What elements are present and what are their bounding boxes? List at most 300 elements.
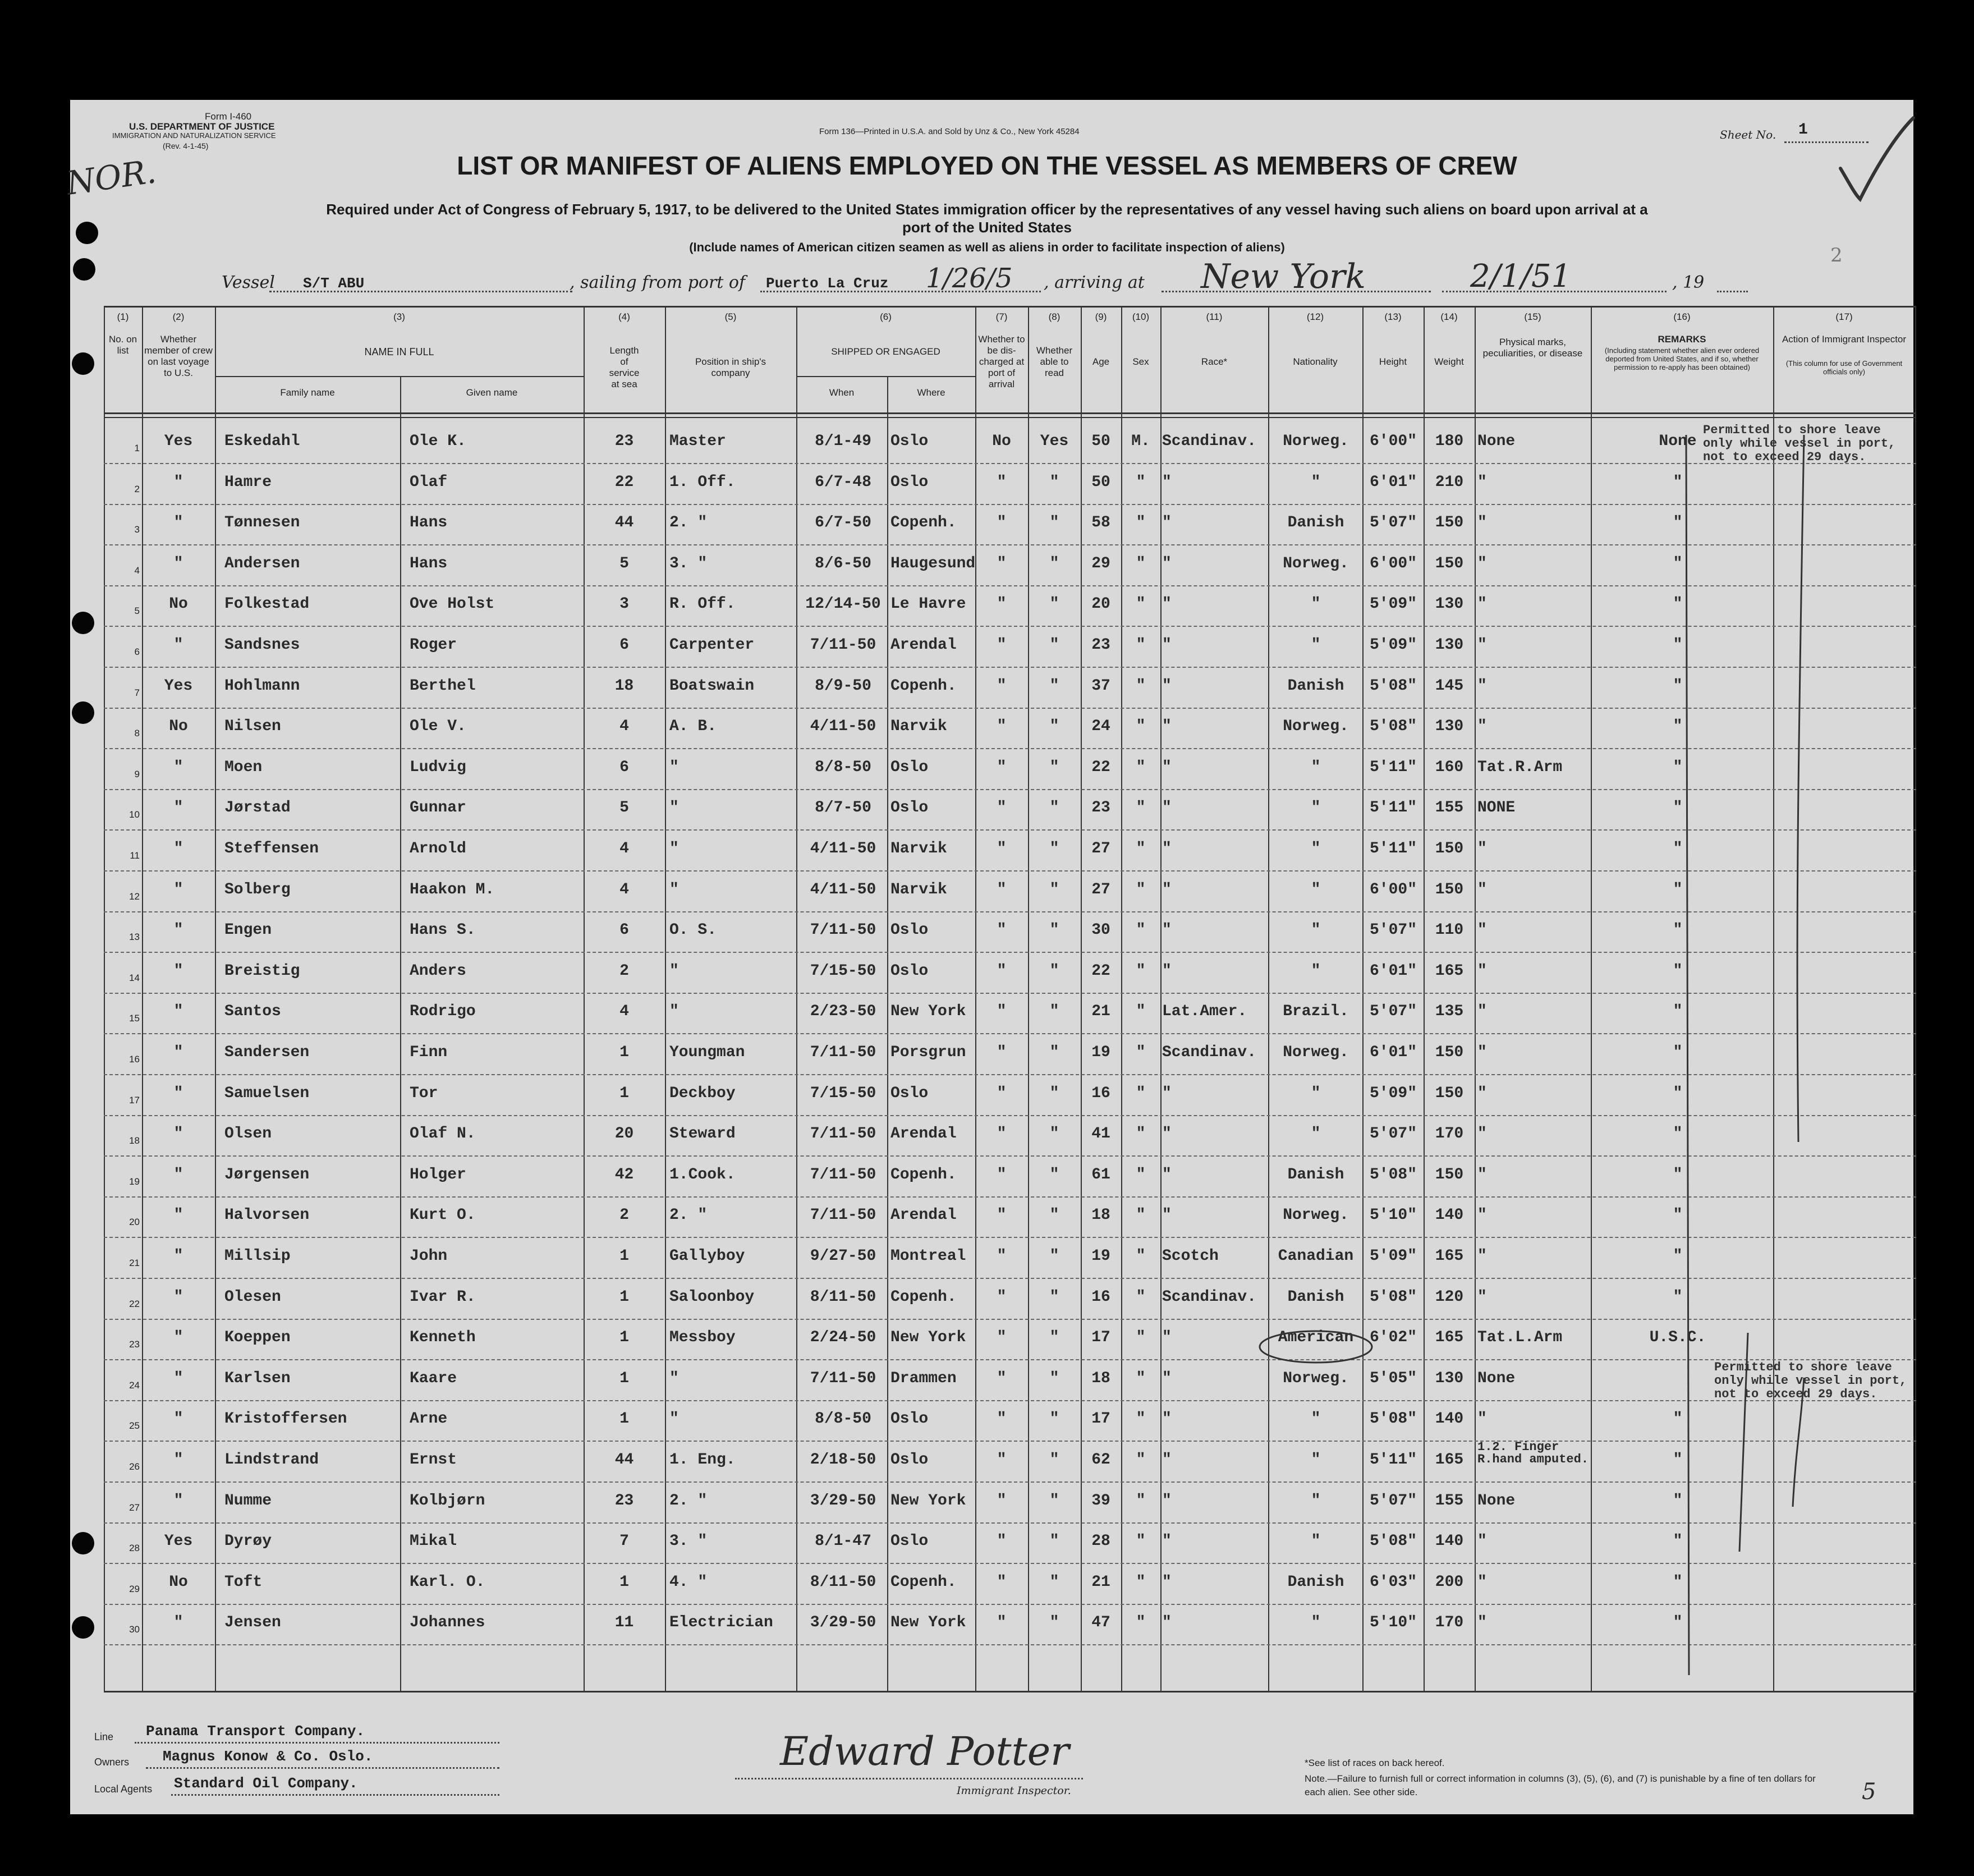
- row-number: 29: [129, 1584, 140, 1594]
- cell-given: Gunnar: [410, 799, 466, 817]
- cell-position: ": [669, 1370, 679, 1387]
- manifest-title: LIST OR MANIFEST OF ALIENS EMPLOYED ON THE VESSEL AS MEMBERS OF CREW: [457, 151, 1517, 180]
- cell-service: 6: [619, 636, 629, 654]
- cell-height: 5'08": [1369, 1288, 1417, 1306]
- cell-marks: None: [1477, 433, 1516, 450]
- cell-remarks: ": [1673, 1614, 1683, 1631]
- row-number: 7: [134, 687, 140, 698]
- cell-position: ": [669, 1003, 679, 1020]
- cell-nat: ": [1311, 962, 1321, 980]
- cell-remarks: ": [1673, 1410, 1683, 1428]
- cell-when: 6/7-50: [815, 514, 871, 531]
- cell-disch: ": [997, 799, 1007, 817]
- cell-position: Deckboy: [669, 1085, 736, 1102]
- row-number: 8: [134, 728, 140, 739]
- cell-race: ": [1162, 1574, 1172, 1591]
- cell-sex: ": [1136, 921, 1146, 939]
- cell-last: ": [173, 881, 183, 898]
- punch-hole: [72, 1532, 94, 1554]
- cell-read: ": [1049, 1288, 1059, 1306]
- col-9-number: (9): [1095, 311, 1107, 322]
- cell-service: 44: [614, 514, 634, 531]
- cell-where: Oslo: [890, 962, 929, 980]
- cell-position: Electrician: [669, 1614, 773, 1631]
- table-bottom-border: [104, 1691, 1916, 1692]
- cell-age: 28: [1091, 1533, 1110, 1550]
- cell-read: ": [1049, 881, 1059, 898]
- cell-when: 8/1-49: [815, 433, 871, 450]
- cell-position: ": [669, 962, 679, 980]
- cell-when: 7/11-50: [810, 1207, 876, 1224]
- cell-marks: ": [1477, 1207, 1487, 1224]
- cell-race: Scotch: [1162, 1247, 1219, 1265]
- arrival-date: 2/1/51: [1470, 258, 1572, 295]
- col-16-label: REMARKS: [1658, 334, 1706, 345]
- cell-family: Jørstad: [224, 799, 291, 817]
- cell-age: 18: [1091, 1207, 1110, 1224]
- cell-remarks: ": [1673, 1003, 1683, 1020]
- col-10-label: Sex: [1132, 356, 1149, 367]
- col-3-label: NAME IN FULL: [364, 346, 434, 357]
- row-number: 12: [129, 891, 140, 902]
- cell-service: 42: [614, 1166, 634, 1184]
- cell-read: ": [1049, 1166, 1059, 1184]
- row-number: 22: [129, 1299, 140, 1309]
- cell-when: 8/11-50: [810, 1288, 876, 1306]
- cell-where: Le Havre: [890, 595, 966, 613]
- cell-where: Copenh.: [890, 1288, 957, 1306]
- row-number: 25: [129, 1420, 140, 1431]
- cell-read: ": [1049, 1003, 1059, 1020]
- col-6-label: SHIPPED OR ENGAGED: [831, 346, 940, 357]
- cell-last: ": [173, 1085, 183, 1102]
- row-number: 4: [134, 565, 140, 576]
- corner-mark: 2: [1830, 244, 1843, 267]
- cell-read: ": [1049, 1614, 1059, 1631]
- cell-given: Karl. O.: [410, 1574, 485, 1591]
- punch-hole: [72, 352, 94, 375]
- signature-line: [735, 1778, 1083, 1779]
- cell-disch: ": [997, 1125, 1007, 1143]
- cell-disch: ": [997, 595, 1007, 613]
- cell-position: Saloonboy: [669, 1288, 755, 1306]
- cell-where: Arendal: [890, 1207, 957, 1224]
- row-number: 5: [134, 606, 140, 616]
- cell-weight: 130: [1435, 595, 1464, 613]
- cell-race: ": [1162, 759, 1172, 776]
- cell-when: 8/8-50: [815, 759, 871, 776]
- row-number: 10: [129, 809, 140, 820]
- cell-weight: 150: [1435, 881, 1464, 898]
- col-8-label: Whether able to read: [1036, 345, 1073, 378]
- cell-family: Santos: [224, 1003, 281, 1020]
- cell-weight: 150: [1435, 1044, 1464, 1061]
- cell-family: Andersen: [224, 555, 300, 572]
- cell-where: Oslo: [890, 1085, 929, 1102]
- cell-position: Youngman: [669, 1044, 745, 1061]
- row-number: 23: [129, 1339, 140, 1350]
- cell-nat: Danish: [1287, 1288, 1344, 1306]
- cell-disch: ": [997, 677, 1007, 695]
- col-10-number: (10): [1132, 311, 1150, 322]
- cell-weight: 210: [1435, 474, 1464, 491]
- row-number: 28: [129, 1543, 140, 1553]
- row-number: 19: [129, 1176, 140, 1187]
- cell-weight: 150: [1435, 1085, 1464, 1102]
- cell-marks: ": [1477, 1288, 1487, 1306]
- cell-sex: ": [1136, 1533, 1146, 1550]
- cell-position: 4. ": [669, 1574, 708, 1591]
- cell-when: 7/11-50: [810, 1125, 876, 1143]
- cell-age: 22: [1091, 962, 1110, 980]
- cell-race: ": [1162, 1533, 1172, 1550]
- printer-note: Form 136—Printed in U.S.A. and Sold by Unz & Co., New York 45284: [819, 127, 1080, 136]
- cell-where: Oslo: [890, 759, 929, 776]
- col-5-number: (5): [724, 311, 737, 322]
- cell-service: 11: [614, 1614, 634, 1631]
- cell-last: No: [169, 1574, 188, 1591]
- cell-given: Hans: [410, 555, 448, 572]
- cell-height: 5'11": [1369, 759, 1417, 776]
- cell-read: ": [1049, 595, 1059, 613]
- cell-weight: 140: [1435, 1410, 1464, 1428]
- cell-family: Eskedahl: [224, 433, 300, 450]
- punch-hole: [72, 701, 94, 724]
- cell-where: Copenh.: [890, 1574, 957, 1591]
- line-field-line: [135, 1742, 499, 1744]
- cell-sex: ": [1136, 1166, 1146, 1184]
- cell-race: ": [1162, 799, 1172, 817]
- cell-age: 27: [1091, 881, 1110, 898]
- cell-height: 5'11": [1369, 1451, 1417, 1469]
- cell-read: ": [1049, 1329, 1059, 1346]
- cell-nat: ": [1311, 1125, 1321, 1143]
- cell-family: Steffensen: [224, 840, 319, 857]
- cell-family: Nilsen: [224, 718, 281, 735]
- cell-read: ": [1049, 1125, 1059, 1143]
- vessel-name: S/T ABU: [303, 275, 365, 292]
- cell-remarks: ": [1673, 595, 1683, 613]
- sailing-label: , sailing from port of: [570, 273, 746, 292]
- cell-family: Jørgensen: [224, 1166, 310, 1184]
- col-16-number: (16): [1673, 311, 1691, 322]
- cell-remarks: ": [1673, 881, 1683, 898]
- cell-family: Jensen: [224, 1614, 281, 1631]
- cell-race: Scandinav.: [1162, 433, 1257, 450]
- year-line: [1717, 291, 1748, 292]
- cell-disch: ": [997, 1247, 1007, 1265]
- table-top-border: [104, 306, 1916, 308]
- cell-service: 4: [619, 1003, 629, 1020]
- cell-marks: ": [1477, 718, 1487, 735]
- cell-read: ": [1049, 1207, 1059, 1224]
- cell-when: 8/1-47: [815, 1533, 871, 1550]
- cell-where: New York: [890, 1492, 966, 1510]
- cell-last: Yes: [164, 1533, 193, 1550]
- col-7-number: (7): [995, 311, 1008, 322]
- agents-label: Local Agents: [94, 1783, 153, 1795]
- cell-family: Hohlmann: [224, 677, 300, 695]
- cell-where: Arendal: [890, 636, 957, 654]
- cell-where: Copenh.: [890, 1166, 957, 1184]
- cell-sex: ": [1136, 881, 1146, 898]
- cell-weight: 180: [1435, 433, 1464, 450]
- cell-where: Oslo: [890, 1533, 929, 1550]
- cell-remarks: ": [1673, 1044, 1683, 1061]
- form-revision: (Rev. 4-1-45): [163, 141, 209, 150]
- cell-read: ": [1049, 1247, 1059, 1265]
- cell-disch: ": [997, 921, 1007, 939]
- cell-family: Folkestad: [224, 595, 310, 613]
- cell-weight: 150: [1435, 514, 1464, 531]
- cell-service: 6: [619, 921, 629, 939]
- inspector-signature: Edward Potter: [780, 1728, 1069, 1774]
- col-13-label: Height: [1379, 356, 1407, 367]
- cell-sex: ": [1136, 555, 1146, 572]
- cell-family: Sandersen: [224, 1044, 310, 1061]
- cell-height: 5'07": [1369, 1125, 1417, 1143]
- cell-position: ": [669, 840, 679, 857]
- cell-where: New York: [890, 1003, 966, 1020]
- col-6-number: (6): [880, 311, 892, 322]
- cell-height: 5'09": [1369, 1085, 1417, 1102]
- cell-marks: ": [1477, 1166, 1487, 1184]
- cell-sex: ": [1136, 1370, 1146, 1387]
- cell-remarks: ": [1673, 921, 1683, 939]
- cell-position: A. B.: [669, 718, 717, 735]
- cell-family: Lindstrand: [224, 1451, 319, 1469]
- col-1-label: No. on list: [108, 334, 137, 356]
- cell-height: 5'10": [1369, 1614, 1417, 1631]
- cell-position: ": [669, 1410, 679, 1428]
- col-3-sub-family: Family name: [280, 387, 335, 398]
- cell-position: 1.Cook.: [669, 1166, 736, 1184]
- cell-sex: ": [1136, 718, 1146, 735]
- cell-position: 1. Eng.: [669, 1451, 736, 1469]
- cell-nat: ": [1311, 595, 1321, 613]
- cell-age: 50: [1091, 433, 1110, 450]
- cell-when: 8/6-50: [815, 555, 871, 572]
- cell-service: 18: [614, 677, 634, 695]
- cell-height: 6'03": [1369, 1574, 1417, 1591]
- cell-service: 23: [614, 433, 634, 450]
- cell-family: Olesen: [224, 1288, 281, 1306]
- cell-remarks: None: [1659, 433, 1697, 450]
- cell-read: ": [1049, 799, 1059, 817]
- cell-last: No: [169, 718, 188, 735]
- cell-given: Ole V.: [410, 718, 466, 735]
- cell-weight: 200: [1435, 1574, 1464, 1591]
- cell-disch: ": [997, 1614, 1007, 1631]
- subtitle-port: port of the United States: [902, 219, 1072, 236]
- cell-nat: ": [1311, 1410, 1321, 1428]
- cell-where: Arendal: [890, 1125, 957, 1143]
- owners-label: Owners: [94, 1756, 130, 1768]
- cell-where: Drammen: [890, 1370, 957, 1387]
- cell-weight: 165: [1435, 1247, 1464, 1265]
- cell-service: 1: [619, 1410, 629, 1428]
- col-3-number: (3): [393, 311, 405, 322]
- departure-port: Puerto La Cruz: [766, 275, 889, 292]
- cell-weight: 165: [1435, 962, 1464, 980]
- cell-height: 5'07": [1369, 514, 1417, 531]
- row-number: 24: [129, 1380, 140, 1391]
- cell-weight: 170: [1435, 1125, 1464, 1143]
- cell-sex: ": [1136, 1288, 1146, 1306]
- cell-disch: ": [997, 759, 1007, 776]
- cell-service: 1: [619, 1574, 629, 1591]
- arrival-port: New York: [1201, 257, 1366, 296]
- cell-service: 22: [614, 474, 634, 491]
- cell-given: Mikal: [410, 1533, 457, 1550]
- cell-last: ": [173, 636, 183, 654]
- cell-marks: Tat.L.Arm: [1477, 1329, 1563, 1346]
- shore-leave-annotation-2: Permitted to shore leave only while vessel in port, not to exceed 29 days.: [1714, 1360, 1907, 1401]
- cell-nat: Danish: [1287, 1166, 1344, 1184]
- cell-marks: None: [1477, 1370, 1516, 1387]
- row-number: 13: [129, 932, 140, 942]
- cell-last: ": [173, 799, 183, 817]
- cell-marks: ": [1477, 921, 1487, 939]
- cell-remarks: ": [1673, 1166, 1683, 1184]
- row-number: 30: [129, 1624, 140, 1635]
- cell-where: Narvik: [890, 718, 947, 735]
- cell-nat: ": [1311, 1492, 1321, 1510]
- row-number: 17: [129, 1095, 140, 1106]
- cell-marks: None: [1477, 1492, 1516, 1510]
- cell-height: 5'11": [1369, 840, 1417, 857]
- cell-weight: 130: [1435, 718, 1464, 735]
- cell-when: 7/11-50: [810, 1044, 876, 1061]
- cell-disch: ": [997, 962, 1007, 980]
- cell-family: Sandsnes: [224, 636, 300, 654]
- cell-given: Kurt O.: [410, 1207, 476, 1224]
- cell-given: Hans S.: [410, 921, 476, 939]
- col-11-label: Race*: [1201, 356, 1228, 367]
- cell-disch: ": [997, 1410, 1007, 1428]
- cell-disch: ": [997, 1574, 1007, 1591]
- cell-service: 1: [619, 1247, 629, 1265]
- cell-position: Gallyboy: [669, 1247, 745, 1265]
- cell-given: Ole K.: [410, 433, 466, 450]
- cell-race: ": [1162, 636, 1172, 654]
- cell-nat: ": [1311, 921, 1321, 939]
- cell-age: 30: [1091, 921, 1110, 939]
- cell-where: Oslo: [890, 1410, 929, 1428]
- cell-sex: ": [1136, 1574, 1146, 1591]
- cell-remarks: ": [1673, 1247, 1683, 1265]
- cell-race: ": [1162, 474, 1172, 491]
- cell-where: Copenh.: [890, 677, 957, 695]
- cell-marks: ": [1477, 595, 1487, 613]
- cell-position: O. S.: [669, 921, 717, 939]
- cell-given: Arne: [410, 1410, 448, 1428]
- cell-position: Steward: [669, 1125, 736, 1143]
- cell-position: ": [669, 799, 679, 817]
- cell-when: 4/11-50: [810, 840, 876, 857]
- cell-sex: ": [1136, 799, 1146, 817]
- punch-hole: [73, 258, 95, 281]
- cell-nat: ": [1311, 840, 1321, 857]
- cell-read: ": [1049, 1085, 1059, 1102]
- cell-sex: ": [1136, 1085, 1146, 1102]
- cell-sex: ": [1136, 474, 1146, 491]
- cell-disch: ": [997, 636, 1007, 654]
- cell-weight: 150: [1435, 840, 1464, 857]
- cell-remarks: U.S.C.: [1649, 1329, 1706, 1346]
- col-12-label: Nationality: [1293, 356, 1338, 367]
- cell-when: 7/11-50: [810, 1370, 876, 1387]
- col-11-number: (11): [1206, 311, 1223, 322]
- cell-sex: ": [1136, 1207, 1146, 1224]
- cell-disch: ": [997, 1044, 1007, 1061]
- cell-given: Kenneth: [410, 1329, 476, 1346]
- cell-where: Narvik: [890, 881, 947, 898]
- cell-last: ": [173, 840, 183, 857]
- punch-hole: [72, 612, 94, 634]
- col-2-number: (2): [172, 311, 185, 322]
- line-label: Line: [94, 1731, 114, 1742]
- cell-service: 1: [619, 1288, 629, 1306]
- cell-last: ": [173, 514, 183, 531]
- cell-service: 44: [614, 1451, 634, 1469]
- cell-height: 6'02": [1369, 1329, 1417, 1346]
- cell-height: 5'11": [1369, 799, 1417, 817]
- service-name: IMMIGRATION AND NATURALIZATION SERVICE: [112, 131, 276, 140]
- cell-weight: 120: [1435, 1288, 1464, 1306]
- cell-when: 4/11-50: [810, 881, 876, 898]
- cell-nat: ": [1311, 799, 1321, 817]
- shipped-subheader-line: [796, 376, 975, 377]
- cell-given: Anders: [410, 962, 466, 980]
- cell-disch: ": [997, 718, 1007, 735]
- cell-height: 6'01": [1369, 1044, 1417, 1061]
- cell-sex: ": [1136, 1329, 1146, 1346]
- cell-when: 7/11-50: [810, 921, 876, 939]
- cell-race: ": [1162, 718, 1172, 735]
- line-value: Panama Transport Company.: [146, 1723, 365, 1740]
- cell-last: ": [173, 1288, 183, 1306]
- cell-given: Olaf N.: [410, 1125, 476, 1143]
- cell-sex: ": [1136, 1614, 1146, 1631]
- col-14-number: (14): [1440, 311, 1458, 322]
- cell-marks: ": [1477, 962, 1487, 980]
- cell-height: 5'09": [1369, 595, 1417, 613]
- cell-last: Yes: [164, 677, 193, 695]
- cell-last: ": [173, 1451, 183, 1469]
- cell-where: Oslo: [890, 433, 929, 450]
- cell-race: Lat.Amer.: [1162, 1003, 1247, 1020]
- sheet-number-label: Sheet No.: [1720, 128, 1776, 141]
- cell-remarks: ": [1673, 840, 1683, 857]
- cell-race: ": [1162, 1370, 1172, 1387]
- arriving-label: , arriving at: [1044, 273, 1145, 292]
- cell-service: 5: [619, 555, 629, 572]
- cell-age: 50: [1091, 474, 1110, 491]
- crew-table: [104, 306, 1916, 1692]
- agents-field-line: [171, 1794, 499, 1796]
- cell-position: ": [669, 881, 679, 898]
- cell-disch: No: [992, 433, 1011, 450]
- row-number: 6: [134, 646, 140, 657]
- cell-family: Breistig: [224, 962, 300, 980]
- cell-height: 5'07": [1369, 921, 1417, 939]
- row-number: 15: [129, 1013, 140, 1024]
- cell-marks: ": [1477, 636, 1487, 654]
- cell-last: ": [173, 1614, 183, 1631]
- row-number: 21: [129, 1258, 140, 1268]
- cell-age: 27: [1091, 840, 1110, 857]
